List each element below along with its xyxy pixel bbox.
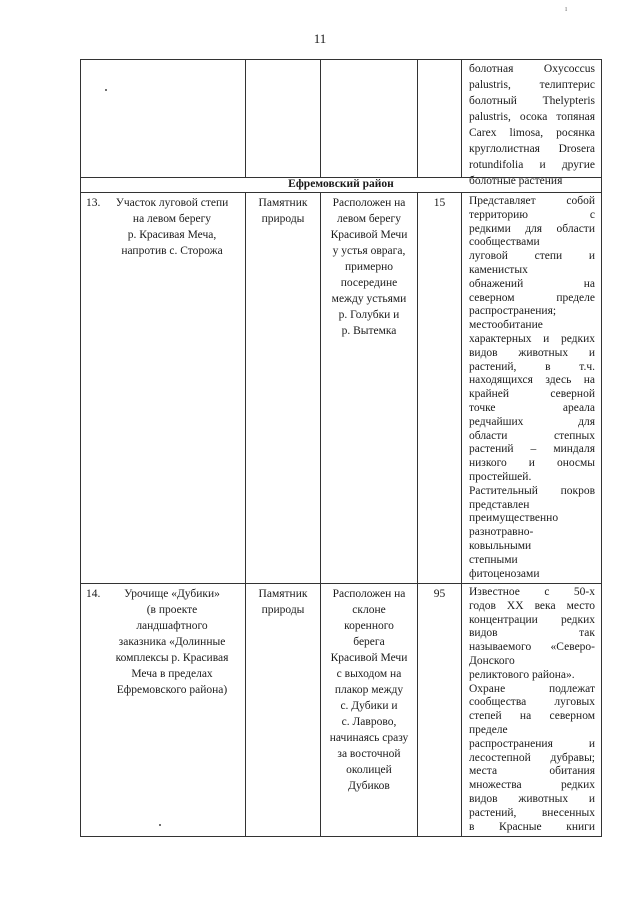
- description-line: растений, в т.ч.: [469, 360, 595, 373]
- location-line: Красивой Мечи: [330, 229, 408, 241]
- name-line: ландшафтного: [136, 620, 208, 632]
- description-line: palustris, осока топяная: [469, 111, 595, 123]
- description-line: местообитание: [469, 319, 543, 332]
- location-line: Расположен на: [332, 588, 406, 600]
- type-line: природы: [261, 213, 305, 225]
- object-type: [246, 195, 320, 227]
- name-line: на левом берегу: [132, 213, 212, 225]
- description-line: болотная Oxycoccus: [469, 63, 595, 75]
- name-line: (в проекте: [146, 604, 198, 616]
- description-line: концентрации редких: [469, 613, 595, 626]
- corner-mark: ı: [565, 4, 568, 13]
- location-line: берега: [353, 636, 385, 648]
- description-line: характерных и редких: [469, 332, 595, 345]
- description-line: Растительный покров: [469, 484, 595, 497]
- location-line: с. Лаврово,: [341, 716, 397, 728]
- object-description: [469, 195, 595, 581]
- description-line: сообщества луговых: [469, 696, 595, 709]
- location-line: посередине: [340, 277, 398, 289]
- description-line: множества редких: [469, 779, 595, 792]
- location-line: плакор между: [334, 684, 404, 696]
- scan-speck: [105, 89, 107, 91]
- location-line: у устья оврага,: [332, 245, 406, 257]
- description-line: видов животных и: [469, 346, 595, 359]
- name-line: комплексы р. Красивая: [115, 652, 229, 664]
- description-line: области степных: [469, 429, 595, 442]
- description-line: луговой степи и: [469, 250, 595, 263]
- description-line: пределе: [469, 723, 508, 736]
- description-line: сообществами: [469, 236, 540, 249]
- name-line: Меча в пределах: [131, 668, 213, 680]
- description-line: ковыльными: [469, 539, 532, 552]
- location-line: Расположен на: [332, 197, 406, 209]
- description-line: реликтового района».: [469, 668, 575, 681]
- description-line: растений, внесенных: [469, 806, 595, 819]
- description-line: представлен: [469, 498, 530, 511]
- description-line: разнотравно-: [469, 526, 534, 539]
- description-line: места обитания: [469, 765, 595, 778]
- location-line: Дубиков: [348, 780, 390, 792]
- location-line: склоне: [352, 604, 386, 616]
- description-line: годов XX века место: [469, 599, 595, 612]
- location-line: между устьями: [331, 293, 407, 305]
- description-line: редкими для области: [469, 222, 595, 235]
- location-line: за восточной: [337, 748, 401, 760]
- description-line: растений – миндаля: [469, 443, 595, 456]
- description-line: простейшей.: [469, 470, 532, 483]
- description-line: Охране подлежат: [469, 682, 595, 695]
- description-line: редчайших для: [469, 415, 595, 428]
- description-line: palustris, телиптерис: [469, 79, 595, 91]
- description-line: круглолистная Drosera: [469, 143, 595, 155]
- name-line: Участок луговой степи: [115, 197, 229, 209]
- location-line: начинаясь сразу: [329, 732, 409, 744]
- location-line: с. Дубики и: [340, 700, 398, 712]
- description-line: распространения и: [469, 737, 595, 750]
- object-location: [321, 195, 417, 339]
- description-line: болотные растения: [469, 175, 563, 187]
- object-area: 95: [433, 588, 446, 600]
- description-line: низкого и оносмы: [469, 457, 595, 470]
- description-line: Донского: [469, 654, 515, 667]
- location-line: Красивой Мечи: [330, 652, 408, 664]
- description-line: каменистых: [469, 263, 528, 276]
- description-line: северном пределе: [469, 291, 595, 304]
- location-line: р. Голубки и: [338, 309, 400, 321]
- description-line: rotundifolia и другие: [469, 159, 595, 171]
- description-line: фитоценозами: [469, 567, 540, 580]
- type-line: Памятник: [258, 197, 308, 209]
- description-line: Представляет собой: [469, 195, 595, 207]
- location-line: р. Вытемка: [341, 325, 397, 337]
- object-name: [100, 195, 244, 259]
- description-line: территорию с: [469, 208, 595, 221]
- description-line: видов животных и: [469, 792, 595, 805]
- type-line: природы: [261, 604, 305, 616]
- location-line: левом берегу: [336, 213, 401, 225]
- description-line: преимущественно: [469, 512, 559, 525]
- protected-areas-table: [80, 59, 602, 837]
- district-header: Ефремовский район: [288, 178, 394, 190]
- description-line: Известное с 50-х: [469, 586, 595, 598]
- description-line: Carex limosa, росянка: [469, 127, 595, 139]
- name-line: Ефремовского района): [116, 684, 228, 696]
- page-number: 11: [313, 31, 327, 46]
- description-line: видов так: [469, 627, 595, 640]
- object-type: [246, 586, 320, 618]
- object-description: [469, 586, 595, 834]
- name-line: р. Красивая Меча,: [127, 229, 217, 241]
- location-line: околицей: [346, 764, 392, 776]
- description-line: степей на северном: [469, 710, 595, 723]
- object-area: 15: [433, 197, 446, 209]
- row-number: 14.: [86, 588, 101, 600]
- row-number: 13.: [86, 197, 101, 209]
- description-line: лесостепной дубравы;: [469, 751, 595, 764]
- description-line: называемого «Северо-: [469, 641, 595, 654]
- description-line: степными: [469, 553, 518, 566]
- description-line: болотный Thelypteris: [469, 95, 595, 107]
- description-line: крайней северной: [469, 388, 595, 401]
- location-line: с выходом на: [336, 668, 402, 680]
- type-line: Памятник: [258, 588, 308, 600]
- continued-description: [469, 61, 595, 189]
- scan-speck: [159, 824, 161, 826]
- name-line: заказника «Долинные: [118, 636, 226, 648]
- description-line: распространения;: [469, 305, 557, 318]
- object-location: [321, 586, 417, 794]
- location-line: коренного: [344, 620, 394, 632]
- description-line: в Красные книги: [469, 820, 595, 833]
- description-line: находящихся здесь на: [469, 374, 595, 387]
- object-name: [100, 586, 244, 698]
- description-line: точке ареала: [469, 401, 595, 414]
- description-line: обнажений на: [469, 277, 595, 290]
- name-line: Урочище «Дубики»: [124, 588, 220, 600]
- name-line: напротив с. Сторожа: [121, 245, 223, 257]
- location-line: примерно: [344, 261, 394, 273]
